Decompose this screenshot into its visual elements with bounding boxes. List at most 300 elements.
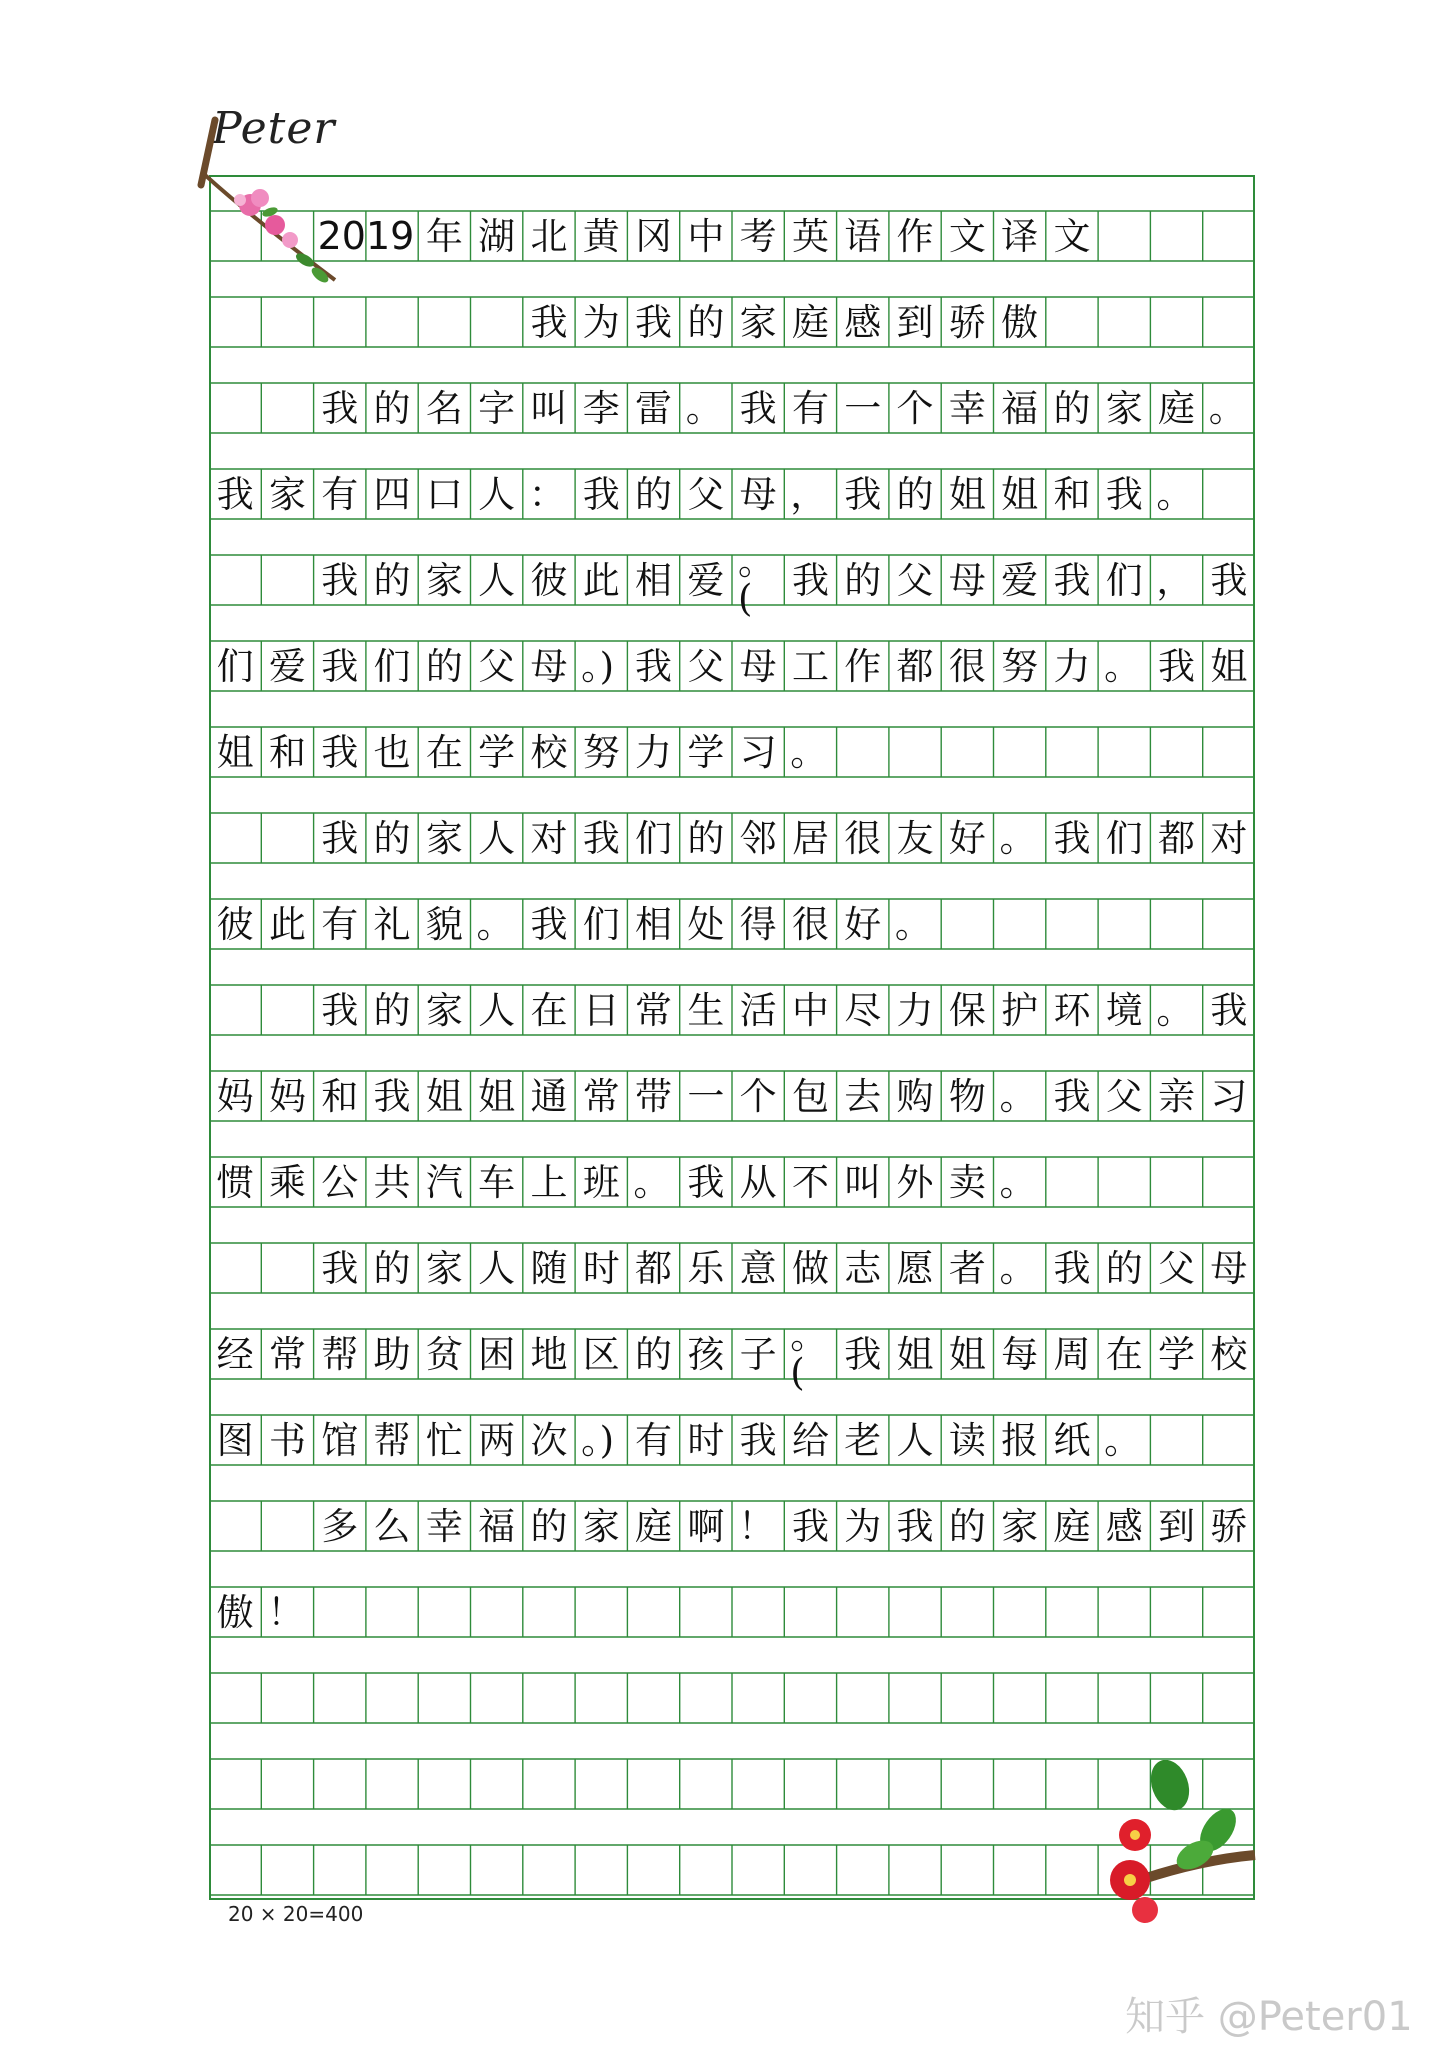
grid-cell-char: 和 — [321, 1074, 359, 1118]
grid-cell-char: 礼 — [373, 902, 411, 946]
grid-cell-char: 我 — [321, 558, 359, 602]
grid-cell-char: 都 — [1158, 816, 1196, 860]
grid-cell-char: 我 — [687, 1160, 725, 1204]
grid-cell-char: 父 — [687, 472, 725, 516]
grid-cell-char: 车 — [478, 1160, 516, 1204]
grid-cell-char: 爱 — [268, 644, 306, 688]
grid-cell-char: 的 — [373, 558, 411, 602]
grid-cell-char: 我 — [582, 816, 620, 860]
grid-cell-char: 报 — [1001, 1418, 1039, 1462]
grid-cell-char: 不 — [791, 1160, 829, 1204]
grid-cell-char: 们 — [373, 644, 411, 688]
grid-cell-char: 都 — [635, 1246, 673, 1290]
grid-cell-char: 语 — [844, 214, 882, 258]
grid-cell-char: 。 — [476, 902, 514, 946]
grid-cell-char: 愿 — [896, 1246, 934, 1290]
grid-cell-char: 叫 — [530, 386, 568, 430]
grid-cell-char: 骄 — [1210, 1504, 1248, 1548]
grid-cell-char: 有 — [791, 386, 829, 430]
grid-cell-char: 母 — [1210, 1246, 1248, 1290]
grid-cell-char: 有 — [635, 1418, 673, 1462]
grid-cell-char: 惯 — [216, 1160, 254, 1204]
grid-cell-char: 作 — [844, 644, 882, 688]
grid-row — [209, 1587, 1255, 1637]
grid-cell-char: 父 — [687, 644, 725, 688]
grid-row — [209, 727, 1255, 777]
grid-cell-char: 给 — [791, 1418, 829, 1462]
grid-cell-char: 包 — [791, 1074, 829, 1118]
grid-cell-char: 为 — [844, 1504, 882, 1548]
grid-cell-char: 困 — [478, 1332, 516, 1376]
grid-cell-char: 子 — [739, 1332, 777, 1376]
grid-row — [209, 383, 1255, 433]
grid-cell-char: 为 — [582, 300, 620, 344]
grid-cell-char: 我 — [582, 472, 620, 516]
grid-cell-char: 我 — [1158, 644, 1196, 688]
grid-cell-char: 个 — [739, 1074, 777, 1118]
grid-cell-char: 在 — [530, 988, 568, 1032]
grid-cell-char: 考 — [739, 214, 777, 258]
grid-cell-char: 我 — [216, 472, 254, 516]
grid-cell-char: 个 — [896, 386, 934, 430]
grid-cell-char: 对 — [1210, 816, 1248, 860]
grid-cell-char: 。 — [894, 902, 932, 946]
grid-cell-char: 们 — [216, 644, 254, 688]
grid-cell-char: 福 — [478, 1504, 516, 1548]
grid-cell-char: 的 — [1105, 1246, 1143, 1290]
grid-row — [209, 985, 1255, 1035]
grid-cell-char: 人 — [478, 1246, 516, 1290]
grid-cell-char: 孩 — [687, 1332, 725, 1376]
grid-cell-char: 的 — [425, 644, 463, 688]
grid-cell-char: 我 — [635, 300, 673, 344]
grid-cell-char: 努 — [582, 730, 620, 774]
grid-cell-char: 们 — [582, 902, 620, 946]
grid-cell-char: 老 — [844, 1418, 882, 1462]
grid-row — [209, 1314, 1255, 1394]
grid-cell-char: 我 — [844, 1332, 882, 1376]
grid-row — [209, 1243, 1255, 1293]
grid-cell-char: 的 — [373, 1246, 411, 1290]
grid-cell-char: 字 — [478, 386, 516, 430]
grid-cell-char: 此 — [268, 902, 306, 946]
grid-cell-char: 对 — [530, 816, 568, 860]
grid-cell-char: 保 — [948, 988, 986, 1032]
grid-cell-char: 邻 — [739, 816, 777, 860]
grid-cell-char: 共 — [373, 1160, 411, 1204]
grid-cell-char: 父 — [1105, 1074, 1143, 1118]
grid-cell-char: 有 — [321, 902, 359, 946]
grid-cell-char: 帮 — [321, 1332, 359, 1376]
grid-cell-char: 生 — [687, 988, 725, 1032]
grid-cell-char: 我 — [1053, 1074, 1091, 1118]
grid-cell-char: 力 — [635, 730, 673, 774]
grid-cell-char: ， — [1156, 558, 1194, 602]
grid-cell-char: 和 — [1053, 472, 1091, 516]
grid-cell-char: 人 — [478, 988, 516, 1032]
grid-cell-char: 家 — [1105, 386, 1143, 430]
grid-cell-char: 的 — [530, 1504, 568, 1548]
grid-cell-char: 妈 — [216, 1074, 254, 1118]
grid-cell-char: 么 — [373, 1504, 411, 1548]
grid-cell-char: 口 — [425, 472, 463, 516]
grid-cell-char: 我 — [321, 816, 359, 860]
grid-cell-char: 习 — [1210, 1074, 1248, 1118]
grid-cell-char: 。) — [581, 1418, 615, 1462]
grid-cell-char: 时 — [582, 1246, 620, 1290]
grid-cell-char: 姐 — [1001, 472, 1039, 516]
grid-cell-char: 名 — [425, 386, 463, 430]
grid-cell-char: 作 — [896, 214, 934, 258]
grid-cell-char: 。 — [999, 1246, 1037, 1290]
grid-cell-char: 庭 — [791, 300, 829, 344]
grid-row — [209, 641, 1255, 691]
grid-cell-char: 我 — [896, 1504, 934, 1548]
grid-cell-char: 读 — [948, 1418, 986, 1462]
grid-cell-char: 我 — [321, 644, 359, 688]
grid-cell-char: 。 — [1208, 386, 1246, 430]
grid-cell-char: 都 — [896, 644, 934, 688]
flower-bottom-icon — [1100, 1760, 1260, 1930]
grid-cell-char: 我 — [1210, 558, 1248, 602]
grid-cell-char: 力 — [1053, 644, 1091, 688]
grid-cell-char: 助 — [373, 1332, 411, 1376]
grid-cell-char: 多 — [321, 1504, 359, 1548]
grid-cell-char: 家 — [582, 1504, 620, 1548]
grid-row — [209, 540, 1255, 620]
grid-cell-char: 通 — [530, 1074, 568, 1118]
grid-row — [209, 469, 1255, 519]
grid-cell-char: 我 — [1053, 1246, 1091, 1290]
grid-cell-char: 。 — [790, 730, 828, 774]
grid-row — [209, 297, 1255, 347]
grid-cell-char: 李 — [582, 386, 620, 430]
grid-cell-char: 文 — [1053, 214, 1091, 258]
grid-cell-char: 习 — [739, 730, 777, 774]
grid-row — [209, 211, 1255, 261]
grid-cell-char: 好 — [948, 816, 986, 860]
grid-cell-char: 做 — [791, 1246, 829, 1290]
grid-cell-char: 母 — [948, 558, 986, 602]
grid-cell-char: 。( — [790, 1314, 828, 1394]
grid-cell-char: 爱 — [687, 558, 725, 602]
grid-cell-char: 们 — [1105, 558, 1143, 602]
grid-cell-char: 四 — [373, 472, 411, 516]
grid-cell-char: 志 — [844, 1246, 882, 1290]
grid-cell-char: 家 — [425, 1246, 463, 1290]
grid-cell-char: 常 — [635, 988, 673, 1032]
grid-cell-char: 汽 — [425, 1160, 463, 1204]
grid-cell-char: 彼 — [216, 902, 254, 946]
grid-cell-char: 我 — [1053, 558, 1091, 602]
grid-cell-char: 母 — [739, 472, 777, 516]
composition-grid-paper — [209, 175, 1255, 1900]
grid-cell-char: 我 — [791, 558, 829, 602]
grid-cell-char: 图 — [216, 1418, 254, 1462]
grid-cell-char: 。 — [999, 1074, 1037, 1118]
grid-cell-char: 我 — [1210, 988, 1248, 1032]
grid-cell-char: 处 — [687, 902, 725, 946]
peach-blossom-top-icon — [195, 170, 345, 300]
grid-cell-char: ！ — [267, 1590, 305, 1634]
grid-cell-char: 周 — [1053, 1332, 1091, 1376]
grid-cell-char: 父 — [478, 644, 516, 688]
grid-cell-char: 年 — [425, 214, 463, 258]
grid-cell-char: 区 — [582, 1332, 620, 1376]
grid-cell-char: 姐 — [1210, 644, 1248, 688]
grid-cell-char: 一 — [844, 386, 882, 430]
grid-cell-char: 爱 — [1001, 558, 1039, 602]
grid-cell-char: 。 — [999, 816, 1037, 860]
grid-cell-char: 很 — [844, 816, 882, 860]
grid-cell-char: 的 — [373, 816, 411, 860]
grid-cell-char: 姐 — [425, 1074, 463, 1118]
grid-cell-char: 冈 — [635, 214, 673, 258]
grid-cell-char: 乐 — [687, 1246, 725, 1290]
grid-cell-char: 我 — [321, 988, 359, 1032]
grid-cell-char: 叫 — [844, 1160, 882, 1204]
grid-cell-char: 意 — [739, 1246, 777, 1290]
grid-cell-char: 地 — [530, 1332, 568, 1376]
grid-cell-char: ， — [790, 472, 828, 516]
grid-cell-char: 的 — [844, 558, 882, 602]
grid-cell-char: 黄 — [582, 214, 620, 258]
grid-cell-char: 随 — [530, 1246, 568, 1290]
grid-cell-char: 我 — [844, 472, 882, 516]
grid-cell-char: 母 — [530, 644, 568, 688]
grid-cell-char: 我 — [321, 1246, 359, 1290]
grid-cell-char: 的 — [1053, 386, 1091, 430]
grid-cell-char: 父 — [1158, 1246, 1196, 1290]
grid-cell-char: 姐 — [896, 1332, 934, 1376]
grid-cell-char: 每 — [1001, 1332, 1039, 1376]
grid-cell-char: 庭 — [1053, 1504, 1091, 1548]
grid-cell-char: 我 — [373, 1074, 411, 1118]
grid-cell-char: 居 — [791, 816, 829, 860]
grid-cell-char: 的 — [635, 472, 673, 516]
grid-cell-char: 。 — [1156, 988, 1194, 1032]
grid-cell-char: 两 — [478, 1418, 516, 1462]
grid-cell-char: 2019 — [317, 214, 415, 258]
grid-border — [210, 176, 1254, 1899]
grid-row — [209, 1759, 1255, 1809]
grid-cell-char: 姐 — [478, 1074, 516, 1118]
grid-cell-char: 我 — [321, 386, 359, 430]
grid-cell-char: 文 — [948, 214, 986, 258]
grid-cell-char: 尽 — [844, 988, 882, 1032]
grid-cell-char: 湖 — [478, 214, 516, 258]
grid-cell-char: 幸 — [948, 386, 986, 430]
grid-cell-char: 我 — [321, 730, 359, 774]
grid-cell-char: 常 — [582, 1074, 620, 1118]
grid-cell-char: 相 — [635, 902, 673, 946]
grid-cell-char: 我 — [791, 1504, 829, 1548]
grid-cell-char: 卖 — [948, 1160, 986, 1204]
grid-cell-char: 家 — [425, 988, 463, 1032]
grid-cell-char: 的 — [373, 386, 411, 430]
peter-logo: Peter — [212, 103, 336, 154]
grid-cell-char: 啊 — [687, 1504, 725, 1548]
grid-cell-char: 骄 — [948, 300, 986, 344]
grid-cell-char: 家 — [425, 558, 463, 602]
grid-cell-char: 。 — [685, 386, 723, 430]
grid-cell-char: 公 — [321, 1160, 359, 1204]
grid-cell-char: 人 — [478, 816, 516, 860]
grid-cell-char: 护 — [1001, 988, 1039, 1032]
grid-cell-char: 雷 — [635, 386, 673, 430]
grid-row — [209, 1501, 1255, 1551]
grid-cell-char: 学 — [1158, 1332, 1196, 1376]
grid-cell-char: 的 — [373, 988, 411, 1032]
grid-row — [209, 813, 1255, 863]
grid-count-label: 20 × 20=400 — [228, 1902, 364, 1926]
grid-row — [209, 1157, 1255, 1207]
grid-cell-char: 。 — [1104, 644, 1142, 688]
grid-cell-char: 姐 — [948, 1332, 986, 1376]
grid-cell-char: 亲 — [1158, 1074, 1196, 1118]
grid-cell-char: 彼 — [530, 558, 568, 602]
grid-cell-char: 带 — [635, 1074, 673, 1118]
zhihu-watermark: 知乎 @Peter01 — [1125, 1994, 1413, 2040]
grid-cell-char: 力 — [896, 988, 934, 1032]
grid-cell-char: 。 — [1156, 472, 1194, 516]
grid-cell-char: 也 — [373, 730, 411, 774]
grid-cell-char: 和 — [268, 730, 306, 774]
grid-cell-char: 者 — [948, 1246, 986, 1290]
grid-cell-char: 。( — [738, 540, 775, 620]
grid-cell-char: 。 — [1104, 1418, 1142, 1462]
grid-cell-char: 人 — [478, 558, 516, 602]
grid-cell-char: 的 — [687, 300, 725, 344]
grid-cell-char: 母 — [739, 644, 777, 688]
grid-cell-char: 的 — [635, 1332, 673, 1376]
grid-cell-char: 我 — [635, 644, 673, 688]
grid-cell-char: 境 — [1105, 988, 1143, 1032]
grid-cell-char: 学 — [478, 730, 516, 774]
grid-cell-char: 们 — [1105, 816, 1143, 860]
grid-cell-char: 校 — [530, 730, 568, 774]
grid-cell-char: 译 — [1001, 214, 1039, 258]
grid-cell-char: 庭 — [635, 1504, 673, 1548]
grid-cell-char: 我 — [1053, 816, 1091, 860]
grid-cell-char: 上 — [530, 1160, 568, 1204]
grid-cell-char: 家 — [268, 472, 306, 516]
grid-cell-char: 我 — [739, 386, 777, 430]
grid-cell-char: 人 — [478, 472, 516, 516]
grid-cell-char: 从 — [739, 1160, 777, 1204]
grid-cell-char: 们 — [635, 816, 673, 860]
grid-cell-char: 中 — [687, 214, 725, 258]
grid-cell-char: 购 — [896, 1074, 934, 1118]
grid-cell-char: 到 — [896, 300, 934, 344]
grid-cell-char: 次 — [530, 1418, 568, 1462]
grid-cell-char: 貌 — [425, 902, 463, 946]
grid-cell-char: 。 — [999, 1160, 1037, 1204]
grid-cell-char: ！ — [738, 1504, 775, 1548]
grid-cell-char: 学 — [687, 730, 725, 774]
grid-cell-char: 我 — [530, 902, 568, 946]
grid-cell-char: 帮 — [373, 1418, 411, 1462]
grid-cell-char: 英 — [791, 214, 829, 258]
grid-cell-char: 家 — [425, 816, 463, 860]
grid-cell-char: 到 — [1158, 1504, 1196, 1548]
grid-cell-char: 活 — [739, 988, 777, 1032]
grid-row — [209, 1673, 1255, 1723]
grid-cell-char: 经 — [216, 1332, 254, 1376]
grid-cell-char: 幸 — [425, 1504, 463, 1548]
grid-cell-char: 的 — [687, 816, 725, 860]
grid-row — [209, 1071, 1255, 1121]
grid-row — [209, 1845, 1255, 1895]
grid-cell-char: 去 — [844, 1074, 882, 1118]
grid-cell-char: 书 — [268, 1418, 306, 1462]
grid-cell-char: ： — [528, 472, 566, 516]
grid-cell-char: 校 — [1210, 1332, 1248, 1376]
grid-cell-char: 姐 — [216, 730, 254, 774]
grid-cell-char: 贫 — [425, 1332, 463, 1376]
grid-cell-char: 感 — [1105, 1504, 1143, 1548]
grid-cell-char: 很 — [948, 644, 986, 688]
grid-cell-char: 妈 — [268, 1074, 306, 1118]
grid-cell-char: 时 — [687, 1418, 725, 1462]
grid-cell-char: 福 — [1001, 386, 1039, 430]
grid-cell-char: 姐 — [948, 472, 986, 516]
grid-cell-char: 日 — [582, 988, 620, 1032]
grid-cell-char: 馆 — [321, 1418, 359, 1462]
grid-cell-char: 得 — [739, 902, 777, 946]
grid-cell-char: 的 — [896, 472, 934, 516]
grid-cell-char: 努 — [1001, 644, 1039, 688]
grid-cell-char: 庭 — [1158, 386, 1196, 430]
grid-cell-char: 。) — [581, 644, 615, 688]
grid-cell-char: 工 — [791, 644, 829, 688]
grid-cell-char: 中 — [791, 988, 829, 1032]
grid-cell-char: 忙 — [425, 1418, 463, 1462]
grid-cell-char: 班 — [582, 1160, 620, 1204]
grid-cell-char: 纸 — [1053, 1418, 1091, 1462]
grid-cell-char: 傲 — [1001, 300, 1039, 344]
grid-cell-char: 一 — [687, 1074, 725, 1118]
grid-row — [209, 899, 1255, 949]
grid-cell-char: 在 — [425, 730, 463, 774]
grid-cell-char: 常 — [268, 1332, 306, 1376]
grid-cell-char: 北 — [530, 214, 568, 258]
grid-cell-char: 外 — [896, 1160, 934, 1204]
grid-cell-char: 人 — [896, 1418, 934, 1462]
grid-cell-char: 友 — [896, 816, 934, 860]
grid-cell-char: 我 — [739, 1418, 777, 1462]
grid-cell-char: 相 — [635, 558, 673, 602]
grid-lines — [209, 175, 1255, 1900]
grid-cell-char: 好 — [844, 902, 882, 946]
grid-cell-char: 环 — [1053, 988, 1091, 1032]
grid-cell-char: 此 — [582, 558, 620, 602]
grid-cell-char: 乘 — [268, 1160, 306, 1204]
grid-cell-char: 物 — [948, 1074, 986, 1118]
grid-cell-char: 感 — [844, 300, 882, 344]
grid-cell-char: 傲 — [216, 1590, 254, 1634]
grid-cell-char: 在 — [1105, 1332, 1143, 1376]
grid-row — [209, 1415, 1255, 1465]
grid-cell-char: 家 — [1001, 1504, 1039, 1548]
grid-cell-char: 家 — [739, 300, 777, 344]
grid-cell-char: 我 — [1105, 472, 1143, 516]
grid-cell-char: 我 — [530, 300, 568, 344]
grid-cell-char: 。 — [633, 1160, 671, 1204]
grid-cell-char: 有 — [321, 472, 359, 516]
grid-cell-char: 很 — [791, 902, 829, 946]
grid-cell-char: 的 — [948, 1504, 986, 1548]
